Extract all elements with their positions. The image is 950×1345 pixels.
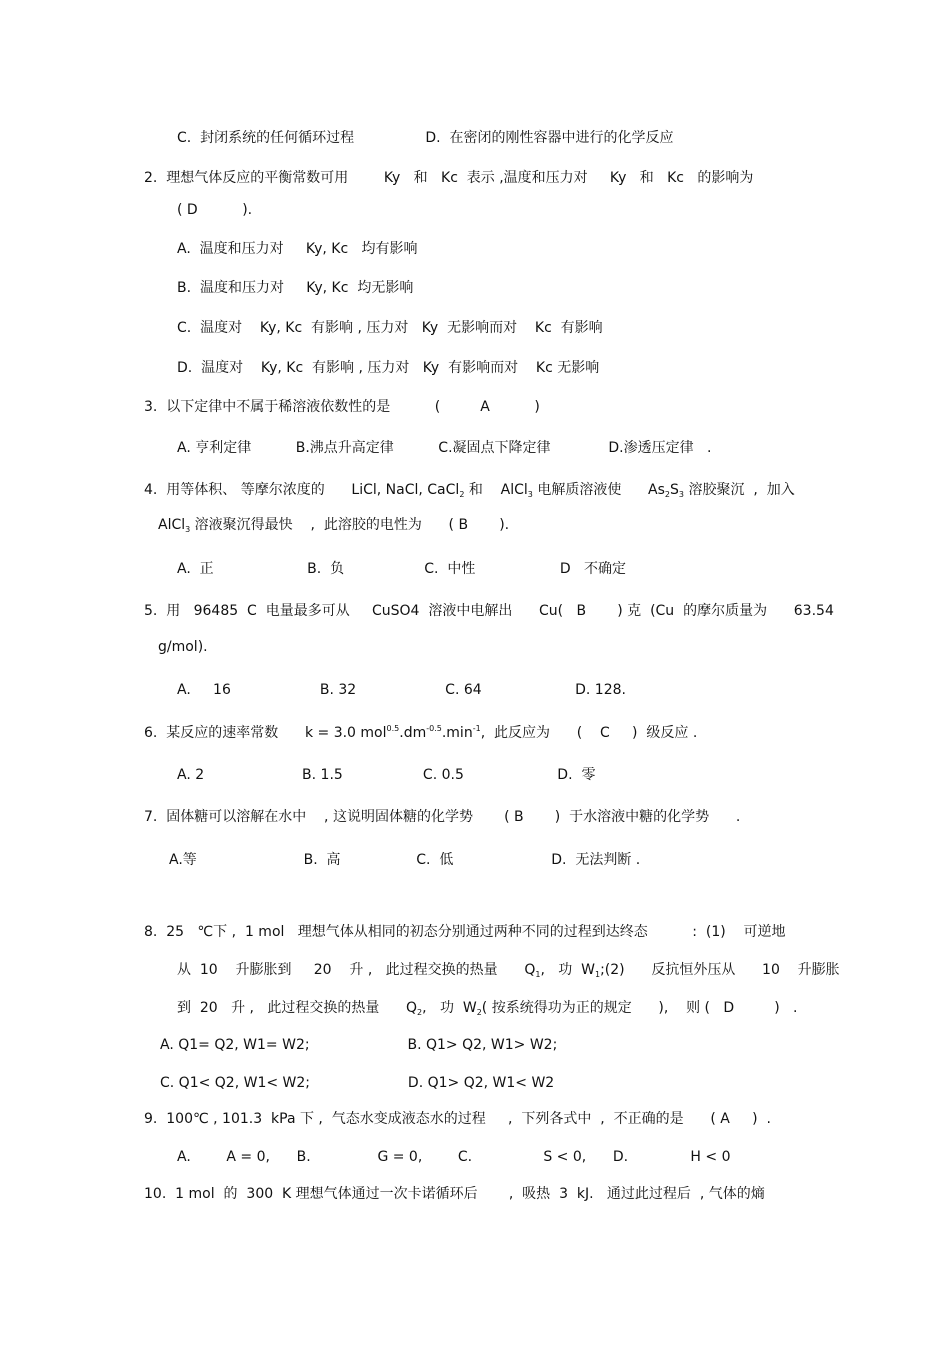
q6-stem [144,724,697,742]
q4-text-b: 和 AlCl [464,482,528,498]
q8-text-2b: , 功 W [540,962,595,978]
q2-option-d: D. 温度对 Ky, Kc 有影响 , 压力对 Ky 有影响而对 Kc 无影响 [177,360,600,376]
q8-options-cd: C. Q1< Q2, W1< W2; D. Q1> Q2, W1< W2 [160,1075,555,1091]
q1-options-cd: C. 封闭系统的任何循环过程 D. 在密闭的刚性容器中进行的化学反应 [177,130,674,146]
q8-stem-line2 [177,961,840,979]
q7-options: A.等 B. 高 C. 低 D. 无法判断 . [169,852,641,868]
q4-stem-line1 [144,481,795,499]
q4-sub-a: 2 [459,490,465,499]
q4-text-d: 溶胶聚沉 , 加入 [684,482,795,498]
q8-text-3c: ( 按系统得功为正的规定 ), 则 ( D ) . [481,1000,798,1016]
q4-options: A. 正 B. 负 C. 中性 D 不确定 [177,561,627,577]
q3-stem: 3. 以下定律中不属于稀溶液依数性的是 ( A ) [144,399,540,415]
q2-option-b: B. 温度和压力对 Ky, Kc 均无影响 [177,280,414,296]
q4-stem-line2 [158,516,509,534]
q2-stem: 2. 理想气体反应的平衡常数可用 Ky 和 Kc 表示 ,温度和压力对 Ky 和 Kc 的影响为 [144,170,754,186]
q8-text-3b: , 功 W [422,1000,477,1016]
q9-stem: 9. 100℃ , 101.3 kPa 下 , 气态水变成液态水的过程 , 下列各式中 , 不正确的是 ( A ) . [144,1111,771,1127]
q2-option-a: A. 温度和压力对 Ky, Kc 均有影响 [177,241,418,257]
q4-text-s: S [670,482,679,498]
q8-sub-3b: 2 [476,1008,482,1017]
q8-stem-line1: 8. 25 ℃下 , 1 mol 理想气体从相同的初态分别通过两种不同的过程到达终态 : (1) 可逆地 [144,924,786,940]
q7-stem: 7. 固体糖可以溶解在水中 , 这说明固体糖的化学势 ( B ) 于水溶液中糖的化学势 . [144,809,741,825]
q5-stem-cont: g/mol). [158,639,208,655]
q8-stem-line3 [177,999,797,1017]
q8-options-ab: A. Q1= Q2, W1= W2; B. Q1> Q2, W1> W2; [160,1037,558,1053]
q6-text-c: .min [441,725,473,741]
q6-text-d: , 此反应为 ( C ) 级反应 . [480,725,698,741]
q9-options: A. A = 0, B. G = 0, C. S < 0, D. H < 0 [177,1149,731,1165]
q8-sub-2b: 1 [595,970,601,979]
q4-sub-e: 3 [185,525,191,534]
q3-options: A. 亨利定律 B.沸点升高定律 C.凝固点下降定律 D.渗透压定律 . [177,440,712,456]
q4-text-a: 4. 用等体积、 等摩尔浓度的 LiCl, NaCl, CaCl [144,482,460,498]
q6-options: A. 2 B. 1.5 C. 0.5 D. 零 [177,767,596,783]
q6-text-b: .dm [399,725,427,741]
q6-text-a: 6. 某反应的速率常数 k = 3.0 mol [144,725,387,741]
q5-options: A. 16 B. 32 C. 64 D. 128. [177,682,626,698]
q4-text-f: 溶液聚沉得最快 , 此溶胶的电性为 ( B ). [190,517,510,533]
q4-sub-b: 3 [527,490,533,499]
q8-sub-3a: 2 [417,1008,423,1017]
q2-option-c: C. 温度对 Ky, Kc 有影响 , 压力对 Ky 无影响而对 Kc 有影响 [177,320,603,336]
q10-stem: 10. 1 mol 的 300 K 理想气体通过一次卡诺循环后 , 吸热 3 kJ. 通过此过程后 , 气体的熵 [144,1186,765,1202]
q4-sub-c1: 2 [664,490,671,499]
q6-sup-3: -1 [472,724,481,733]
q6-sup-2: -0.5 [426,724,442,733]
q4-sub-c2: 3 [678,490,684,499]
q8-text-2c: ;(2) 反抗恒外压从 10 升膨胀 [600,962,840,978]
q6-sup-1: 0.5 [386,724,400,733]
q8-text-2a: 从 10 升膨胀到 20 升 , 此过程交换的热量 Q [177,962,536,978]
q5-stem: 5. 用 96485 C 电量最多可从 CuSO4 溶液中电解出 Cu( B ) 克 (Cu 的摩尔质量为 63.54 [144,603,834,619]
q4-text-c: 电解质溶液使 As [532,482,665,498]
q2-answer: ( D ). [177,202,253,218]
q4-text-e: AlCl [158,517,186,533]
q8-text-3a: 到 20 升 , 此过程交换的热量 Q [177,1000,418,1016]
q8-sub-2a: 1 [535,970,541,979]
